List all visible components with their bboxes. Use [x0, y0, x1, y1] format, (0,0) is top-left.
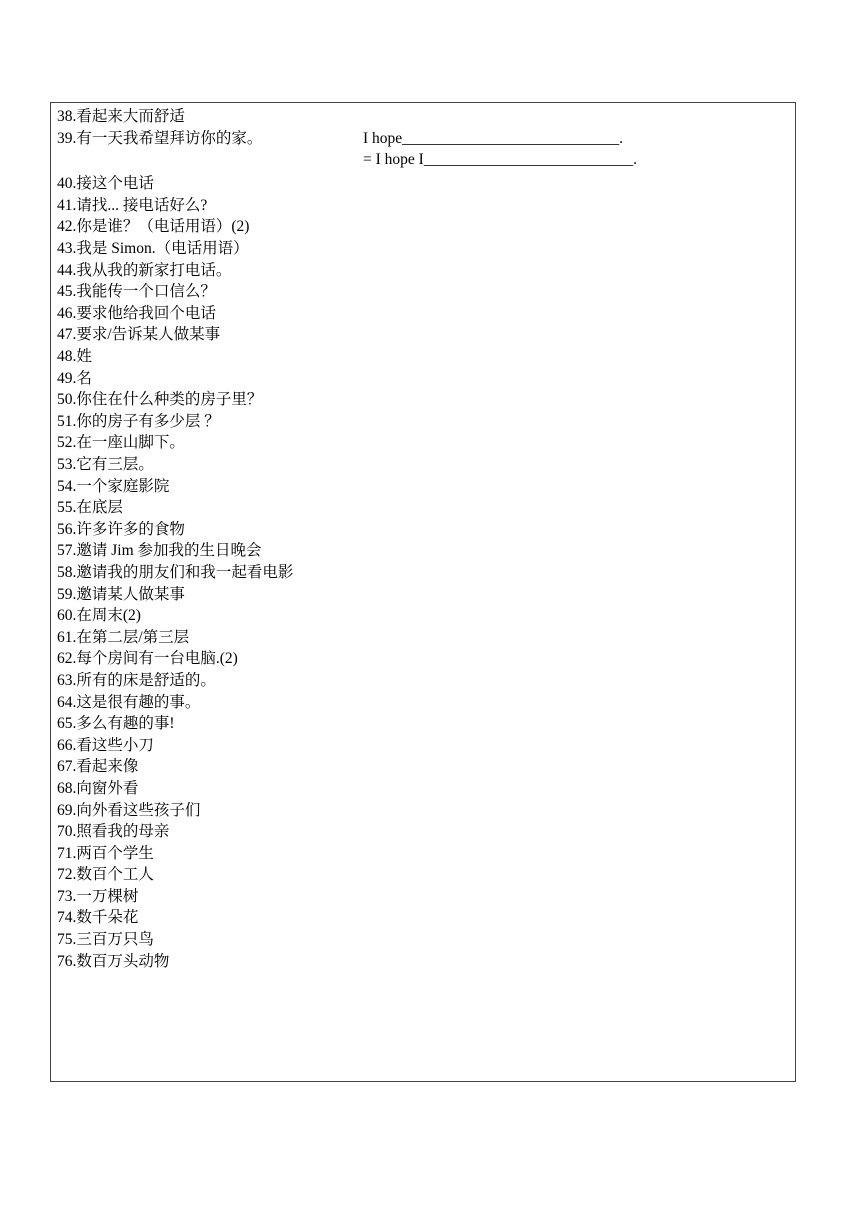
item-text: 65.多么有趣的事! [57, 715, 175, 733]
item-text: 56.许多许多的食物 [57, 520, 185, 538]
item-text: 38.看起来大而舒适 [57, 108, 185, 125]
list-item [57, 476, 787, 498]
list-item [57, 929, 787, 951]
item-text: 68.向窗外看 [57, 779, 139, 797]
list-item [57, 907, 787, 929]
list-item [57, 195, 787, 217]
item-text: 43.我是 Simon.（电话用语） [57, 240, 249, 258]
list-item [57, 260, 787, 282]
item-text: 64.这是很有趣的事。 [57, 693, 201, 711]
item-text: 57.邀请 Jim 参加我的生日晚会 [57, 542, 262, 560]
item-text: 53.它有三层。 [57, 456, 154, 473]
list-item [57, 821, 787, 843]
list-item [57, 128, 787, 150]
list-item [57, 216, 787, 238]
list-item [57, 605, 787, 627]
item-text: 54.一个家庭影院 [57, 477, 170, 495]
item-text: 61.在第二层/第三层 [57, 628, 190, 646]
item-text: 46.要求他给我回个电话 [57, 304, 216, 322]
list-item [57, 648, 787, 670]
list-item [57, 886, 787, 908]
list-item [57, 713, 787, 735]
list-item [57, 173, 787, 195]
item-text: 55.在底层 [57, 499, 123, 517]
item-answer: = I hope I___________________________. [363, 151, 637, 169]
list-item [57, 627, 787, 649]
item-text: 72.数百个工人 [57, 866, 154, 884]
list-item [57, 346, 787, 368]
list-item [57, 454, 787, 476]
list-item [57, 106, 787, 128]
list-item [57, 497, 787, 519]
list-item [57, 368, 787, 390]
list-item [57, 540, 787, 562]
item-text: 59.邀请某人做某事 [57, 585, 185, 603]
item-text: 73.一万棵树 [57, 887, 139, 905]
item-text: 75.三百万只鸟 [57, 931, 154, 949]
item-text: 63.所有的床是舒适的。 [57, 671, 216, 689]
list-item [57, 238, 787, 260]
item-text: 42.你是谁？（电话用语）(2) [57, 218, 250, 236]
list-item [57, 951, 787, 973]
item-text: 50.你住在什么种类的房子里？ [57, 391, 263, 409]
item-text: 44.我从我的新家打电话。 [57, 261, 232, 279]
item-text: 51.你的房子有多少层 ？ [57, 412, 220, 430]
list-item [57, 519, 787, 541]
list-item [57, 670, 787, 692]
item-text: 49.名 [57, 369, 92, 387]
item-text: 67.看起来像 [57, 758, 139, 776]
item-text: 71.两百个学生 [57, 844, 154, 862]
list-item [57, 411, 787, 433]
list-item [57, 432, 787, 454]
list-item [57, 389, 787, 411]
list-item [57, 756, 787, 778]
item-text: 60.在周末(2) [57, 607, 141, 625]
item-text: 52.在一座山脚下。 [57, 434, 185, 452]
list-item [57, 281, 787, 303]
list-item [57, 778, 787, 800]
item-text: 48.姓 [57, 348, 92, 366]
list-item [57, 735, 787, 757]
list-item [57, 692, 787, 714]
list-item [57, 303, 787, 325]
list-item [57, 800, 787, 822]
item-text: 40.接这个电话 [57, 175, 154, 193]
list-item [57, 149, 787, 171]
item-text: 62.每个房间有一台电脑.(2) [57, 650, 238, 668]
exercise-list [57, 106, 787, 972]
item-text: 74.数千朵花 [57, 909, 139, 927]
item-text: 58.邀请我的朋友们和我一起看电影 [57, 563, 294, 581]
item-text: 66.看这些小刀 [57, 736, 154, 754]
list-item [57, 843, 787, 865]
list-item [57, 584, 787, 606]
item-text: 76.数百万头动物 [57, 952, 170, 970]
list-item [57, 864, 787, 886]
item-text: 39.有一天我希望拜访你的家。 [57, 129, 263, 147]
list-item [57, 324, 787, 346]
list-item [57, 562, 787, 584]
item-text: 41.请找... 接电话好么? [57, 196, 208, 214]
item-text: 47.要求/告诉某人做某事 [57, 326, 221, 344]
item-text: 45.我能传一个口信么？ [57, 283, 216, 301]
item-text: 70.照看我的母亲 [57, 823, 170, 841]
item-answer: I hope____________________________. [363, 129, 624, 147]
item-text: 69.向外看这些孩子们 [57, 801, 201, 819]
